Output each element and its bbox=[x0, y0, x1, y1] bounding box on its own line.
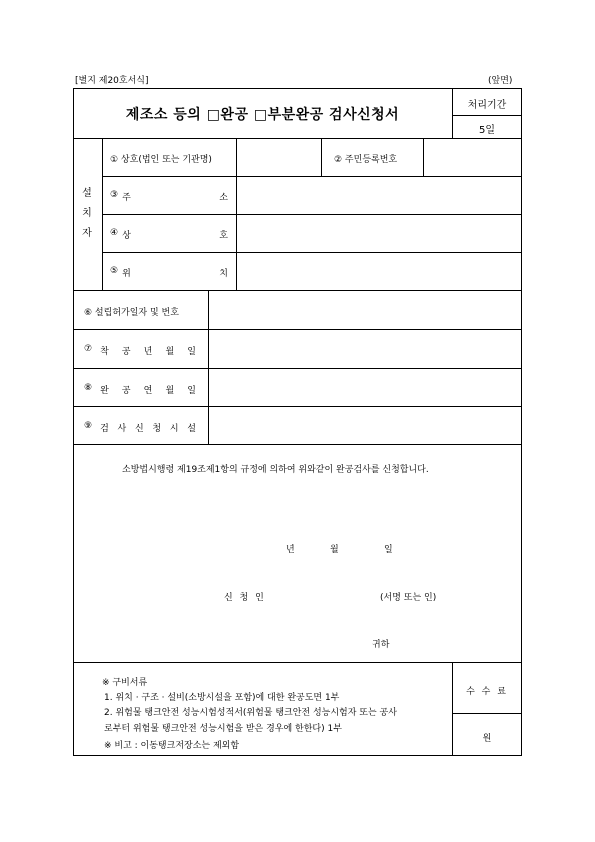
date-year: 년 bbox=[286, 545, 295, 555]
processing-period-value: 5일 bbox=[478, 125, 496, 136]
applicant-name-field[interactable] bbox=[290, 584, 376, 602]
signature-hint: (서명 또는 인) bbox=[380, 593, 437, 603]
divider bbox=[73, 138, 522, 139]
start-char: 공 bbox=[121, 347, 131, 357]
permit-label: ⑥ 설립허가일자 및 번호 bbox=[84, 308, 179, 318]
required-docs-heading: ※ 구비서류 bbox=[102, 678, 148, 688]
complete-char: 연 bbox=[143, 386, 153, 396]
resident-number-label: ② 주민등록번호 bbox=[334, 155, 398, 165]
installer-char: 자 bbox=[82, 228, 92, 239]
facility-char: 시 bbox=[169, 424, 179, 434]
location-num: ⑤ bbox=[110, 266, 119, 276]
processing-period-label: 처리기간 bbox=[467, 100, 507, 111]
complete-char: 완 bbox=[100, 386, 109, 396]
installer-group-label bbox=[80, 184, 94, 244]
date-day: 일 bbox=[384, 545, 393, 555]
address-label bbox=[110, 190, 228, 203]
divider bbox=[73, 290, 522, 291]
required-doc-item: 1. 위치 · 구조 · 설비(소방시설을 포함)에 대한 완공도면 1부 bbox=[104, 693, 340, 703]
start-num: ⑦ bbox=[84, 344, 93, 354]
form-number: [별지 제20호서식] bbox=[75, 76, 149, 86]
start-char: 착 bbox=[100, 347, 109, 357]
complete-num: ⑧ bbox=[84, 383, 93, 393]
permit-field[interactable] bbox=[210, 292, 520, 327]
recipient-label: 귀하 bbox=[372, 640, 390, 650]
name-num: ④ bbox=[110, 228, 119, 238]
divider bbox=[208, 290, 209, 444]
location-char: 치 bbox=[219, 269, 228, 279]
applicant-label: 신 청 인 bbox=[224, 593, 266, 603]
facility-char: 청 bbox=[152, 424, 162, 434]
completion-date-label bbox=[84, 383, 196, 396]
application-statement: 소방법시행령 제19조제1항의 규정에 의하여 위와같이 완공검사를 신청합니다. bbox=[122, 465, 429, 475]
facility-char: 설 bbox=[187, 424, 196, 434]
address-char: 주 bbox=[122, 193, 131, 203]
divider bbox=[73, 406, 522, 407]
installer-char: 설 bbox=[82, 188, 92, 199]
complete-char: 공 bbox=[121, 386, 131, 396]
divider bbox=[73, 444, 522, 445]
facility-char: 신 bbox=[134, 424, 144, 434]
divider bbox=[102, 252, 522, 253]
form-title: 제조소 등의 □완공 □부분완공 검사신청서 bbox=[125, 107, 400, 123]
complete-char: 월 bbox=[165, 386, 175, 396]
location-field[interactable] bbox=[238, 254, 520, 288]
divider bbox=[321, 138, 322, 176]
name-label bbox=[110, 228, 228, 241]
name-field[interactable] bbox=[238, 216, 520, 250]
start-date-field[interactable] bbox=[210, 331, 520, 366]
start-char: 일 bbox=[187, 347, 196, 357]
start-char: 년 bbox=[143, 347, 153, 357]
installer-char: 치 bbox=[82, 208, 92, 219]
trade-name-field[interactable] bbox=[238, 140, 320, 174]
resident-number-field[interactable] bbox=[425, 140, 520, 174]
divider bbox=[73, 662, 522, 663]
address-field[interactable] bbox=[238, 178, 520, 212]
facility-char: 검 bbox=[100, 424, 109, 434]
divider bbox=[423, 138, 424, 176]
fee-label: 수 수 료 bbox=[466, 687, 508, 697]
trade-name-label: ① 상호(법인 또는 기관명) bbox=[110, 155, 212, 165]
name-char: 호 bbox=[219, 231, 228, 241]
divider bbox=[102, 214, 522, 215]
start-char: 월 bbox=[165, 347, 175, 357]
divider bbox=[102, 176, 522, 177]
facility-num: ⑨ bbox=[84, 421, 93, 431]
start-date-label bbox=[84, 344, 196, 357]
page-side-label: (앞면) bbox=[488, 76, 513, 86]
required-doc-item-cont: 로부터 위험물 탱크안전 성능시험을 받은 경우에 한한다) 1부 bbox=[104, 724, 342, 734]
facility-char: 사 bbox=[117, 424, 127, 434]
required-doc-item: 2. 위험물 탱크안전 성능시험성적서(위험물 탱크안전 성능시험자 또는 공사 bbox=[104, 708, 397, 718]
facility-field[interactable] bbox=[210, 408, 520, 442]
address-char: 소 bbox=[219, 193, 228, 203]
facility-label bbox=[84, 421, 196, 434]
divider bbox=[73, 368, 522, 369]
divider bbox=[236, 138, 237, 290]
divider bbox=[452, 713, 522, 714]
address-num: ③ bbox=[110, 190, 119, 200]
remark-note: ※ 비고 : 이동탱크저장소는 제외함 bbox=[104, 741, 240, 751]
divider bbox=[452, 115, 522, 116]
complete-char: 일 bbox=[187, 386, 196, 396]
divider bbox=[102, 138, 103, 290]
completion-date-field[interactable] bbox=[210, 370, 520, 404]
fee-unit: 원 bbox=[482, 734, 492, 744]
location-label bbox=[110, 266, 228, 279]
date-month: 월 bbox=[330, 545, 339, 555]
divider bbox=[73, 329, 522, 330]
location-char: 위 bbox=[122, 269, 131, 279]
name-char: 상 bbox=[122, 231, 131, 241]
